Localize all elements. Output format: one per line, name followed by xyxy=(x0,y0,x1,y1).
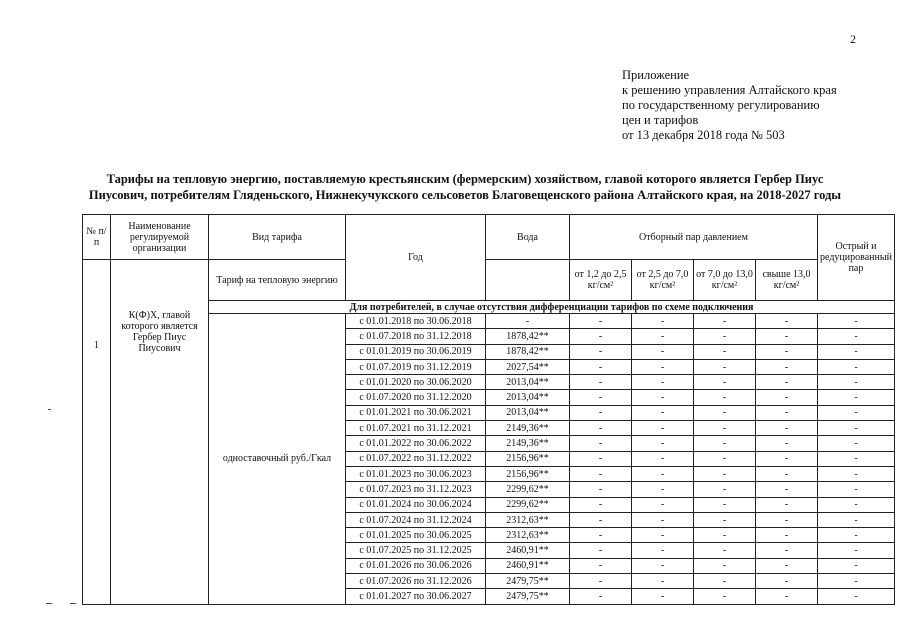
dash-cell: - xyxy=(632,589,694,604)
period-cell: с 01.07.2025 по 31.12.2025 xyxy=(346,543,486,558)
dash-cell: - xyxy=(818,497,895,512)
dash-cell: - xyxy=(756,466,818,481)
dash-cell: - xyxy=(694,482,756,497)
dash-cell: - xyxy=(632,329,694,344)
water-tariff-cell: 2149,36** xyxy=(486,436,570,451)
appendix-line: от 13 декабря 2018 года № 503 xyxy=(622,128,785,142)
dash-cell: - xyxy=(632,421,694,436)
dash-cell: - xyxy=(694,375,756,390)
dash-cell: - xyxy=(756,589,818,604)
appendix-line: Приложение xyxy=(622,68,690,82)
dash-cell: - xyxy=(818,375,895,390)
dash-cell: - xyxy=(570,390,632,405)
water-tariff-cell: - xyxy=(486,314,570,329)
dash-cell: - xyxy=(632,436,694,451)
period-cell: с 01.07.2023 по 31.12.2023 xyxy=(346,482,486,497)
water-tariff-cell: 1878,42** xyxy=(486,344,570,359)
period-cell: с 01.01.2022 по 30.06.2022 xyxy=(346,436,486,451)
header-sharp-steam: Острый и редуцированный пар xyxy=(818,215,895,301)
water-tariff-cell: 2479,75** xyxy=(486,589,570,604)
dash-cell: - xyxy=(570,344,632,359)
period-cell: с 01.07.2022 по 31.12.2022 xyxy=(346,451,486,466)
dash-cell: - xyxy=(570,558,632,573)
dash-cell: - xyxy=(818,574,895,589)
dash-cell: - xyxy=(632,512,694,527)
dash-cell: - xyxy=(694,589,756,604)
dash-cell: - xyxy=(694,543,756,558)
period-cell: с 01.01.2018 по 30.06.2018 xyxy=(346,314,486,329)
dash-cell: - xyxy=(570,436,632,451)
header-tariff-heat: Тариф на тепловую энергию xyxy=(209,260,346,301)
dash-cell: - xyxy=(756,528,818,543)
header-pressure-4: свыше 13,0 кг/см² xyxy=(756,260,818,301)
dash-cell: - xyxy=(694,528,756,543)
period-cell: с 01.07.2020 по 31.12.2020 xyxy=(346,390,486,405)
period-cell: с 01.01.2023 по 30.06.2023 xyxy=(346,466,486,481)
dash-cell: - xyxy=(756,344,818,359)
water-tariff-cell: 2013,04** xyxy=(486,405,570,420)
dash-cell: - xyxy=(694,314,756,329)
dash-cell: - xyxy=(694,497,756,512)
dash-cell: - xyxy=(632,558,694,573)
dash-cell: - xyxy=(756,359,818,374)
dash-cell: - xyxy=(694,451,756,466)
row-number: 1 xyxy=(83,260,111,605)
dash-cell: - xyxy=(818,451,895,466)
dash-cell: - xyxy=(570,574,632,589)
dash-cell: - xyxy=(694,466,756,481)
header-org: Наименование регулируемой организации xyxy=(111,215,209,260)
dash-cell: - xyxy=(632,314,694,329)
dash-cell: - xyxy=(632,359,694,374)
dash-cell: - xyxy=(818,405,895,420)
dash-cell: - xyxy=(818,558,895,573)
period-cell: с 01.01.2021 по 30.06.2021 xyxy=(346,405,486,420)
dash-cell: - xyxy=(818,528,895,543)
dash-cell: - xyxy=(632,405,694,420)
dash-cell: - xyxy=(818,314,895,329)
dash-cell: - xyxy=(694,344,756,359)
dash-cell: - xyxy=(694,329,756,344)
scan-mark xyxy=(48,409,51,410)
period-cell: с 01.07.2024 по 31.12.2024 xyxy=(346,512,486,527)
dash-cell: - xyxy=(632,466,694,481)
dash-cell: - xyxy=(632,543,694,558)
dash-cell: - xyxy=(570,359,632,374)
dash-cell: - xyxy=(570,405,632,420)
subheader: Для потребителей, в случае отсутствия дифференциации тарифов по схеме подключения xyxy=(209,301,895,314)
period-cell: с 01.07.2018 по 31.12.2018 xyxy=(346,329,486,344)
dash-cell: - xyxy=(818,589,895,604)
dash-cell: - xyxy=(818,543,895,558)
page-number: 2 xyxy=(850,32,856,46)
dash-cell: - xyxy=(570,589,632,604)
header-year: Год xyxy=(346,215,486,301)
appendix-line: к решению управления Алтайского края xyxy=(622,83,837,97)
water-tariff-cell: 1878,42** xyxy=(486,329,570,344)
dash-cell: - xyxy=(756,329,818,344)
water-tariff-cell: 2479,75** xyxy=(486,574,570,589)
dash-cell: - xyxy=(756,390,818,405)
header-pressure-2: от 2,5 до 7,0 кг/см² xyxy=(632,260,694,301)
dash-cell: - xyxy=(570,421,632,436)
appendix-block xyxy=(622,68,837,143)
header-steam: Отборный пар давлением xyxy=(570,215,818,260)
period-cell: с 01.01.2026 по 30.06.2026 xyxy=(346,558,486,573)
header-water: Вода xyxy=(486,215,570,260)
dash-cell: - xyxy=(756,314,818,329)
dash-cell: - xyxy=(632,390,694,405)
dash-cell: - xyxy=(818,436,895,451)
org-name: К(Ф)Х, главой которого является Гербер Пиус Пиусович xyxy=(111,260,209,605)
dash-cell: - xyxy=(756,482,818,497)
dash-cell: - xyxy=(694,574,756,589)
dash-cell: - xyxy=(632,375,694,390)
dash-cell: - xyxy=(818,512,895,527)
tariff-name: одноставочный руб./Гкал xyxy=(209,314,346,605)
appendix-line: по государственному регулированию xyxy=(622,98,820,112)
appendix-line: цен и тарифов xyxy=(622,113,699,127)
dash-cell: - xyxy=(570,497,632,512)
dash-cell: - xyxy=(818,344,895,359)
dash-cell: - xyxy=(818,359,895,374)
period-cell: с 01.07.2026 по 31.12.2026 xyxy=(346,574,486,589)
header-pressure-1: от 1,2 до 2,5 кг/см² xyxy=(570,260,632,301)
header-num: № п/п xyxy=(83,215,111,260)
dash-cell: - xyxy=(632,451,694,466)
dash-cell: - xyxy=(818,390,895,405)
dash-cell: - xyxy=(570,528,632,543)
water-tariff-cell: 2149,36** xyxy=(486,421,570,436)
document-title xyxy=(40,171,890,203)
period-cell: с 01.01.2024 по 30.06.2024 xyxy=(346,497,486,512)
period-cell: с 01.07.2021 по 31.12.2021 xyxy=(346,421,486,436)
dash-cell: - xyxy=(570,314,632,329)
header-pressure-3: от 7,0 до 13,0 кг/см² xyxy=(694,260,756,301)
dash-cell: - xyxy=(694,558,756,573)
dash-cell: - xyxy=(818,482,895,497)
water-tariff-cell: 2312,63** xyxy=(486,512,570,527)
dash-cell: - xyxy=(570,512,632,527)
dash-cell: - xyxy=(756,558,818,573)
water-tariff-cell: 2156,96** xyxy=(486,451,570,466)
dash-cell: - xyxy=(756,543,818,558)
dash-cell: - xyxy=(632,497,694,512)
title-line: Тарифы на тепловую энергию, поставляемую крестьянским (фермерским) хозяйством, главой которого является Гербер Пиус xyxy=(106,172,824,186)
dash-cell: - xyxy=(570,466,632,481)
tariff-table xyxy=(82,214,895,605)
dash-cell: - xyxy=(570,482,632,497)
water-tariff-cell: 2299,62** xyxy=(486,482,570,497)
period-cell: с 01.01.2020 по 30.06.2020 xyxy=(346,375,486,390)
dash-cell: - xyxy=(756,451,818,466)
scan-mark xyxy=(70,603,76,604)
dash-cell: - xyxy=(570,543,632,558)
dash-cell: - xyxy=(756,375,818,390)
dash-cell: - xyxy=(818,421,895,436)
dash-cell: - xyxy=(694,512,756,527)
dash-cell: - xyxy=(694,405,756,420)
period-cell: с 01.01.2025 по 30.06.2025 xyxy=(346,528,486,543)
water-tariff-cell: 2013,04** xyxy=(486,390,570,405)
dash-cell: - xyxy=(818,466,895,481)
header-water-blank xyxy=(486,260,570,301)
dash-cell: - xyxy=(756,574,818,589)
dash-cell: - xyxy=(756,497,818,512)
dash-cell: - xyxy=(570,329,632,344)
dash-cell: - xyxy=(756,512,818,527)
dash-cell: - xyxy=(632,574,694,589)
water-tariff-cell: 2460,91** xyxy=(486,543,570,558)
water-tariff-cell: 2156,96** xyxy=(486,466,570,481)
dash-cell: - xyxy=(694,436,756,451)
water-tariff-cell: 2460,91** xyxy=(486,558,570,573)
period-cell: с 01.07.2019 по 31.12.2019 xyxy=(346,359,486,374)
dash-cell: - xyxy=(818,329,895,344)
dash-cell: - xyxy=(632,482,694,497)
dash-cell: - xyxy=(570,451,632,466)
dash-cell: - xyxy=(756,436,818,451)
water-tariff-cell: 2013,04** xyxy=(486,375,570,390)
dash-cell: - xyxy=(756,421,818,436)
dash-cell: - xyxy=(632,528,694,543)
dash-cell: - xyxy=(694,390,756,405)
dash-cell: - xyxy=(756,405,818,420)
dash-cell: - xyxy=(694,421,756,436)
dash-cell: - xyxy=(570,375,632,390)
scan-mark xyxy=(46,603,52,604)
dash-cell: - xyxy=(694,359,756,374)
water-tariff-cell: 2299,62** xyxy=(486,497,570,512)
header-tariff-type: Вид тарифа xyxy=(209,215,346,260)
period-cell: с 01.01.2027 по 30.06.2027 xyxy=(346,589,486,604)
water-tariff-cell: 2312,63** xyxy=(486,528,570,543)
title-line: Пиусович, потребителям Гляденьского, Нижнекучукского сельсоветов Благовещенского района Алтайского края, на 2018-2027 годы xyxy=(88,188,842,202)
water-tariff-cell: 2027,54** xyxy=(486,359,570,374)
period-cell: с 01.01.2019 по 30.06.2019 xyxy=(346,344,486,359)
dash-cell: - xyxy=(632,344,694,359)
